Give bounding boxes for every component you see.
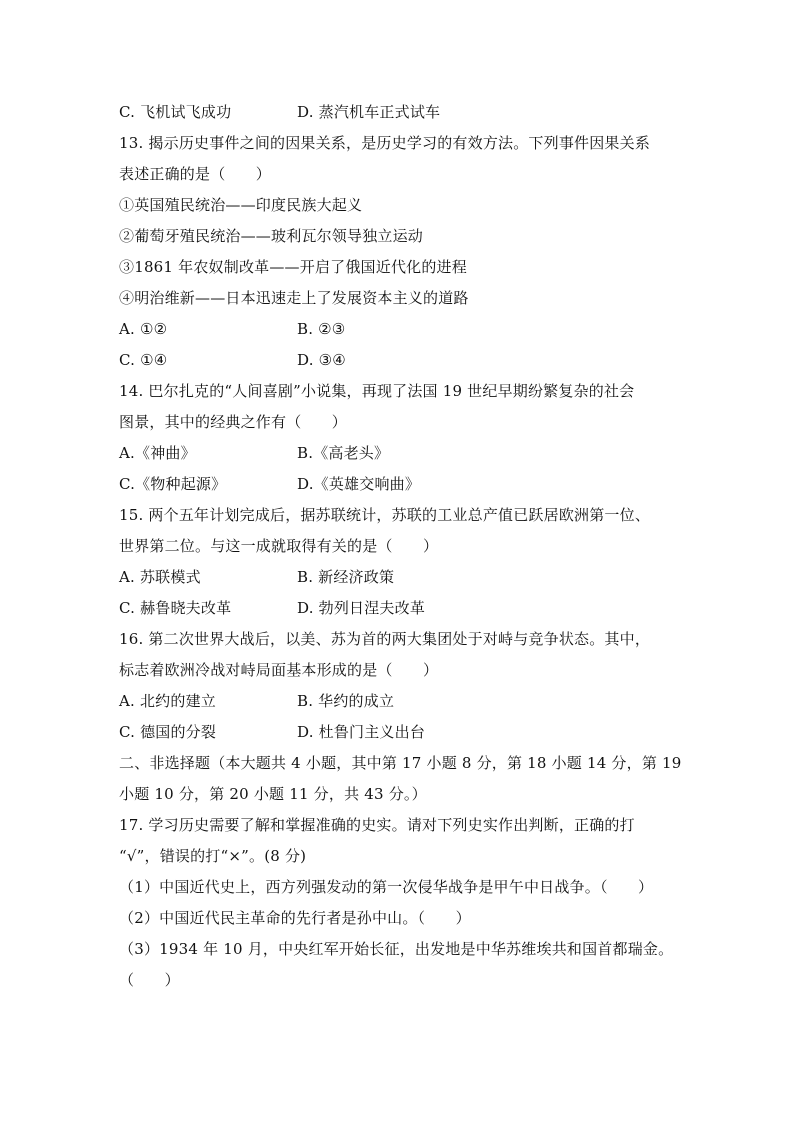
q16-option-c: C. 德国的分裂 xyxy=(119,723,217,741)
question-17 xyxy=(119,810,679,996)
q16-options-row1 xyxy=(119,686,679,717)
q13-options-row1 xyxy=(119,314,679,345)
q12-options-row xyxy=(119,97,679,128)
q12-option-c: C. 飞机试飞成功 xyxy=(119,103,232,121)
q14-options-row1 xyxy=(119,438,679,469)
q15-option-c: C. 赫鲁晓夫改革 xyxy=(119,599,232,617)
q14-option-c: C.《物种起源》 xyxy=(119,475,227,493)
exam-page xyxy=(119,97,682,996)
q15-option-a: A. 苏联模式 xyxy=(119,568,201,586)
q14-option-b: B.《高老头》 xyxy=(297,444,390,462)
section-2-line2: 小题 10 分，第 20 小题 11 分，共 43 分。） xyxy=(119,785,427,803)
q13-item-1: ①英国殖民统治——印度民族大起义 xyxy=(119,196,363,214)
q13-stem-line2: 表述正确的是（ ） xyxy=(119,165,272,183)
q14-option-d: D.《英雄交响曲》 xyxy=(297,475,421,493)
q15-stem-line1: 15. 两个五年计划完成后，据苏联统计，苏联的工业总产值已跃居欧洲第一位、 xyxy=(119,506,651,524)
section-2-line1: 二、非选择题（本大题共 4 小题，其中第 17 小题 8 分，第 18 小题 14 分，第 19 xyxy=(119,754,682,772)
q15-options-row2 xyxy=(119,593,679,624)
q16-options-row2 xyxy=(119,717,679,748)
q14-option-a: A.《神曲》 xyxy=(119,444,196,462)
q16-option-a: A. 北约的建立 xyxy=(119,692,216,710)
q12-option-d: D. 蒸汽机车正式试车 xyxy=(297,103,441,121)
q13-option-c: C. ①④ xyxy=(119,351,168,369)
q13-options-row2 xyxy=(119,345,679,376)
q17-item-3-continued: （ ） xyxy=(119,971,180,989)
q15-stem-line2: 世界第二位。与这一成就取得有关的是（ ） xyxy=(119,537,439,555)
q15-options-row1 xyxy=(119,562,679,593)
q17-item-1: （1）中国近代史上，西方列强发动的第一次侵华战争是甲午中日战争。（ ） xyxy=(119,878,654,896)
q16-stem-line1: 16. 第二次世界大战后，以美、苏为首的两大集团处于对峙与竞争状态。其中， xyxy=(119,630,651,648)
q17-stem-line2: “√”，错误的打“×”。(8 分) xyxy=(119,847,307,865)
q17-item-3: （3）1934 年 10 月，中央红军开始长征，出发地是中华苏维埃共和国首都瑞金。 xyxy=(119,940,674,958)
q13-item-3: ③1861 年农奴制改革——开启了俄国近代化的进程 xyxy=(119,258,467,276)
q17-item-2: （2）中国近代民主革命的先行者是孙中山。（ ） xyxy=(119,909,471,927)
q17-stem-line1: 17. 学习历史需要了解和掌握准确的史实。请对下列史实作出判断，正确的打 xyxy=(119,816,635,834)
q13-option-b: B. ②③ xyxy=(297,320,346,338)
q13-item-4: ④明治维新——日本迅速走上了发展资本主义的道路 xyxy=(119,289,469,307)
q16-option-d: D. 杜鲁门主义出台 xyxy=(297,723,426,741)
question-13 xyxy=(119,128,679,376)
q15-option-b: B. 新经济政策 xyxy=(297,568,395,586)
q13-option-a: A. ①② xyxy=(119,320,168,338)
question-15 xyxy=(119,500,679,624)
question-16 xyxy=(119,624,679,748)
q16-option-b: B. 华约的成立 xyxy=(297,692,395,710)
section-2-heading xyxy=(119,748,682,810)
q13-item-2: ②葡萄牙殖民统治——玻利瓦尔领导独立运动 xyxy=(119,227,424,245)
q13-option-d: D. ③④ xyxy=(297,351,346,369)
q15-option-d: D. 勃列日涅夫改革 xyxy=(297,599,426,617)
q14-stem-line1: 14. 巴尔扎克的“人间喜剧”小说集，再现了法国 19 世纪早期纷繁复杂的社会 xyxy=(119,382,635,400)
q16-stem-line2: 标志着欧洲冷战对峙局面基本形成的是（ ） xyxy=(119,661,439,679)
q14-stem-line2: 图景，其中的经典之作有（ ） xyxy=(119,413,348,431)
q14-options-row2 xyxy=(119,469,679,500)
q13-stem-line1: 13. 揭示历史事件之间的因果关系，是历史学习的有效方法。下列事件因果关系 xyxy=(119,134,651,152)
question-14 xyxy=(119,376,679,500)
